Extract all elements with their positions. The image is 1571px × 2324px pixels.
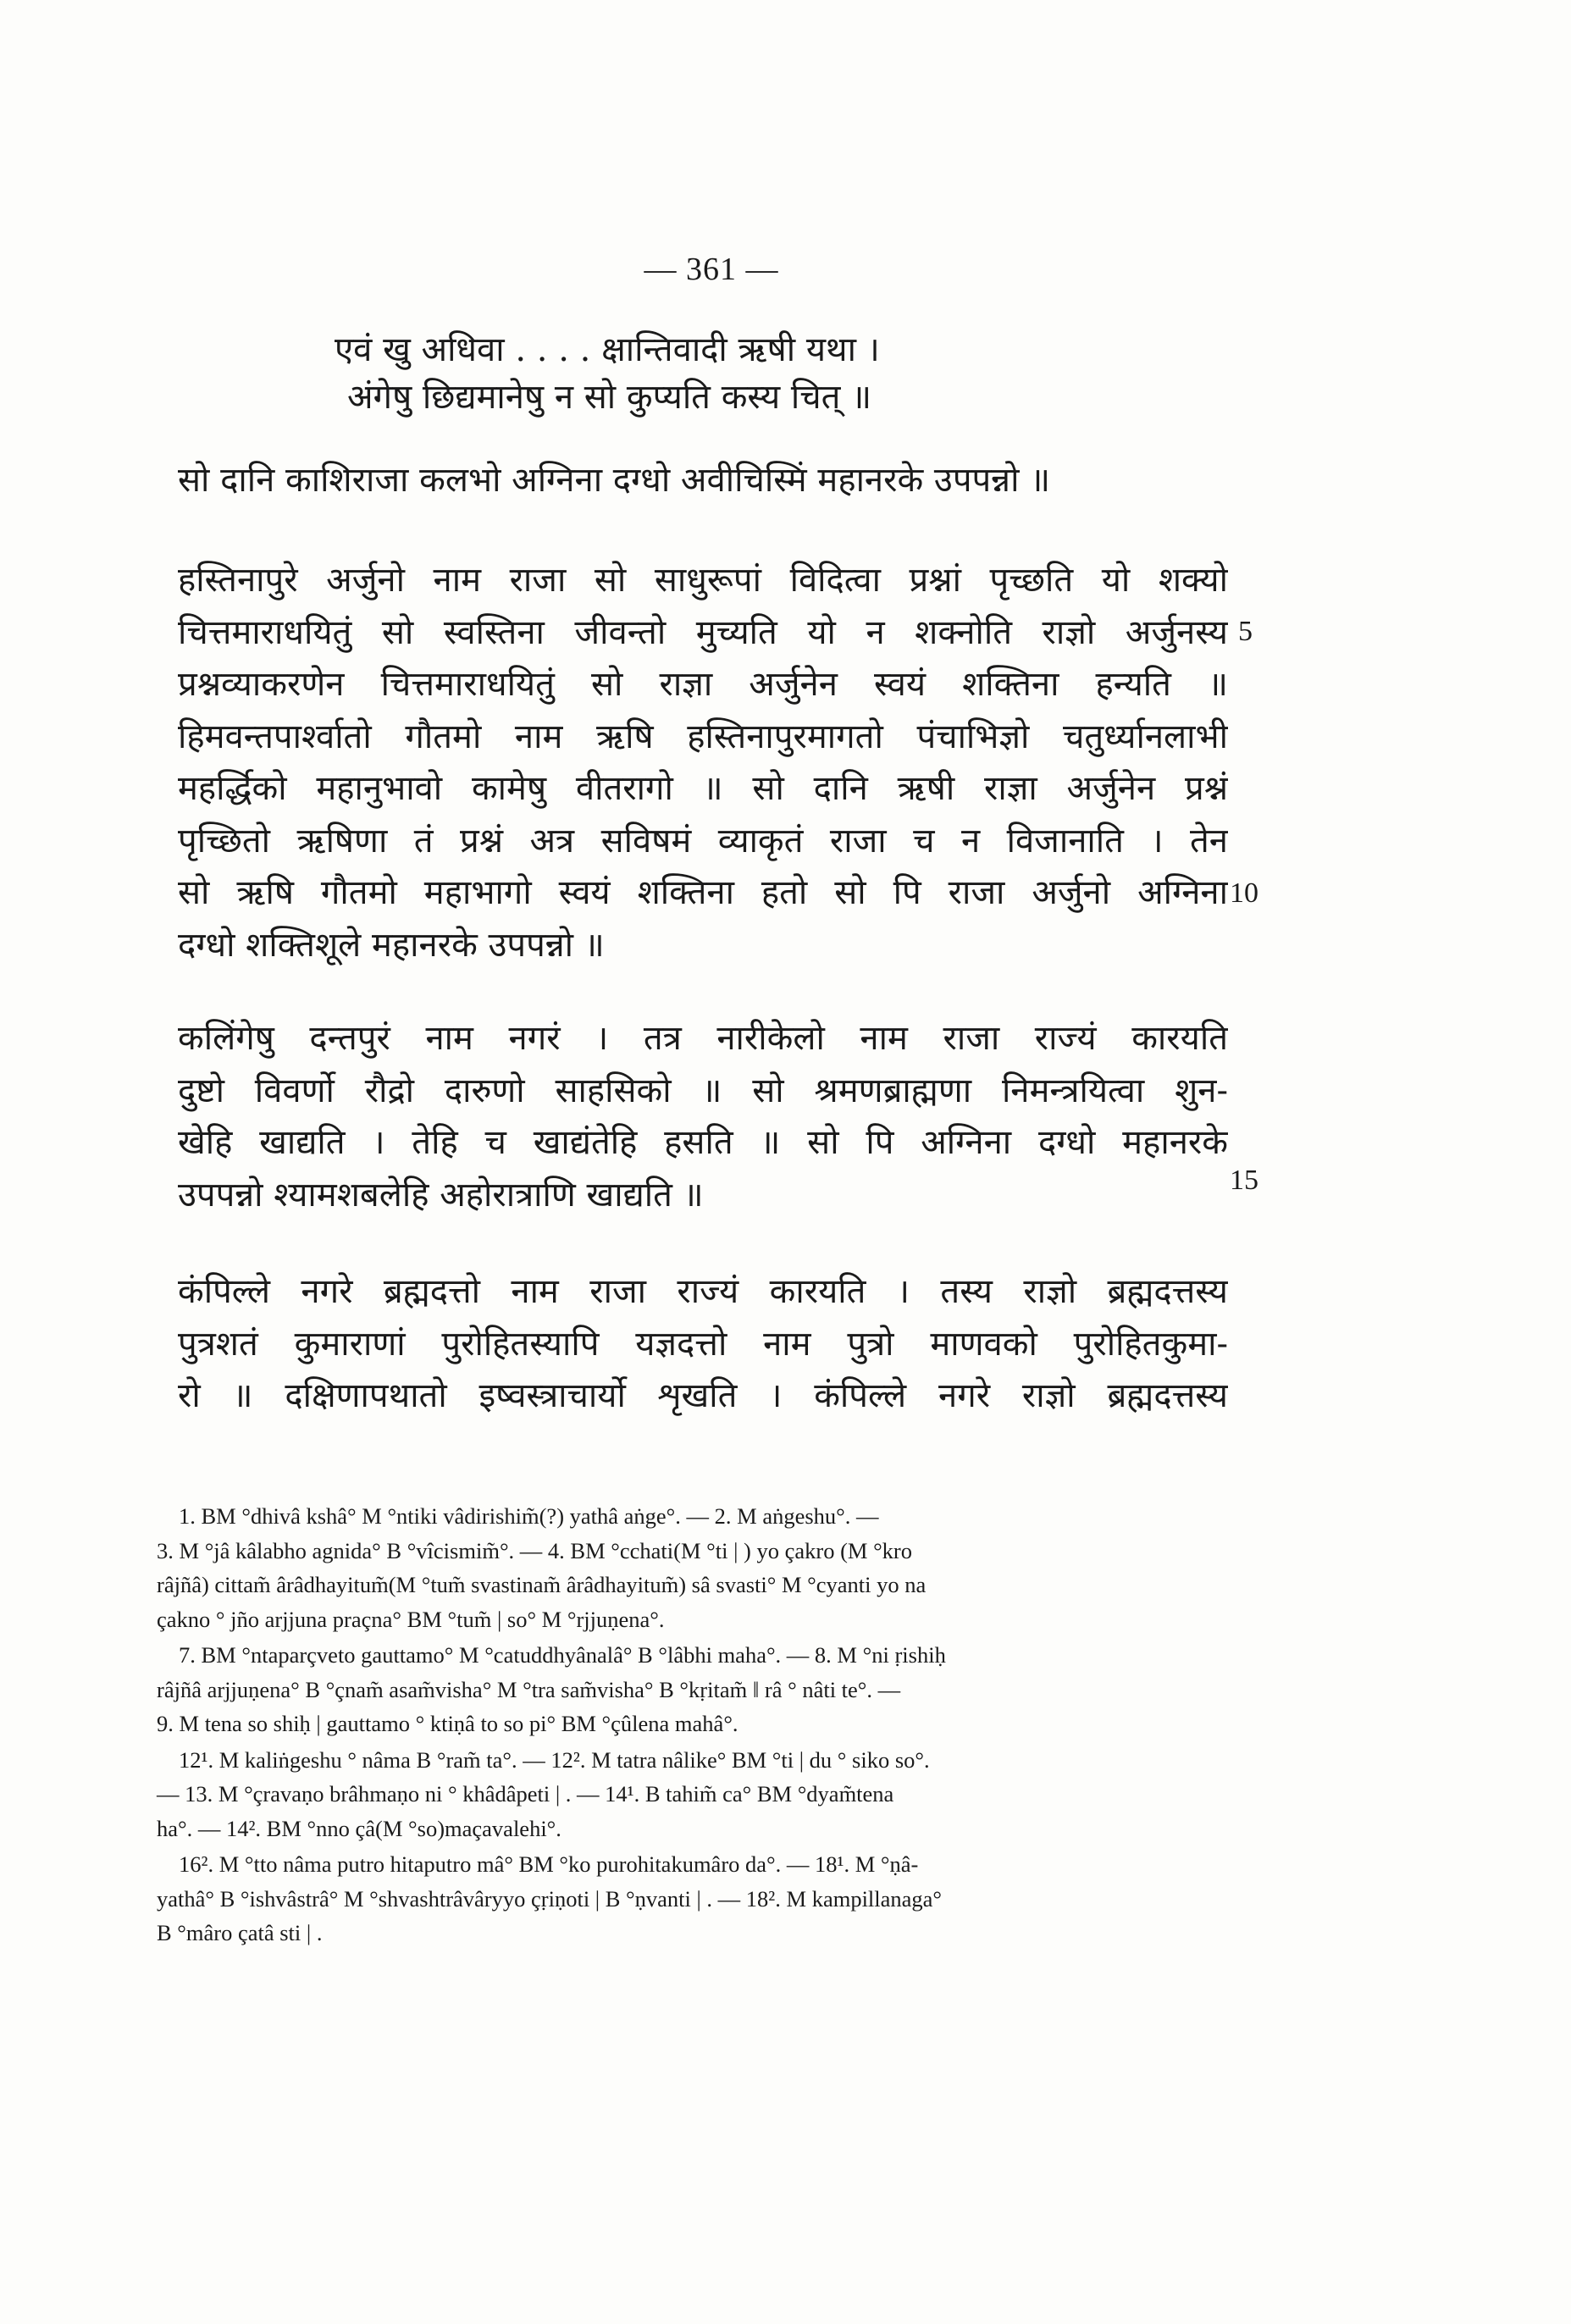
text-line: कलिंगेषु दन्तपुरं नाम नगरं । तत्र नारीकेलो नाम राजा राज्यं कारयति [178, 1019, 1228, 1058]
text-line: दुष्टो विवर्णो रौद्रो दारुणो साहसिको ॥ सो श्रमणब्राह्मणा निमन्त्रयित्वा शुन- [178, 1071, 1228, 1110]
text-line: पुत्रशतं कुमाराणां पुरोहितस्यापि यज्ञदत्तो नाम पुत्रो माणवको पुरोहितकुमा- [178, 1324, 1228, 1364]
text-line: खेहि खाद्यति । तेहि च खाद्यंतेहि हसति ॥ सो पि अग्निना दग्धो महानरके [178, 1123, 1228, 1162]
footnote-block [157, 1499, 1232, 1636]
footnote-block [157, 1638, 1232, 1741]
paragraph-arjuna [178, 555, 1228, 971]
margin-line-number-10: 10 [1230, 877, 1258, 909]
verse-line-2: अंगेषु छिद्यमानेषु न सो कुप्यति कस्य चित् ॥ [347, 378, 872, 417]
text-line: प्रश्नव्याकरणेन चित्तमाराधयितुं सो राज्ञा अर्जुनेन स्वयं शक्तिना हन्यति ॥ [178, 665, 1228, 704]
paragraph-kashi-raja [178, 455, 1228, 507]
footnote-line: 12¹. M kaliṅgeshu ° nâma B °ram̃ ta°. — 12². M tatra nâlike° BM °ti | du ° siko so°. [179, 1746, 930, 1773]
footnote-block [157, 1743, 1232, 1846]
footnote-line: — 13. M °çravaṇo brâhmaṇo ni ° khâdâpeti | . — 14¹. B tahim̃ ca° BM °dyam̃tena [157, 1781, 894, 1807]
text-line: सो दानि काशिराजा कलभो अग्निना दग्धो अवीचिस्मिं महानरके उपपन्नो ॥ [178, 461, 1051, 500]
verse-line-1: एवं खु अधिवा . . . . क्षान्तिवादी ऋषी यथा । [335, 330, 880, 369]
footnote-line: 1. BM °dhivâ kshâ° M °ntiki vâdirishim̃(?) yathâ aṅge°. — 2. M aṅgeshu°. — [179, 1503, 879, 1529]
text-line: कंपिल्ले नगरे ब्रह्मदत्तो नाम राजा राज्यं कारयति । तस्य राज्ञो ब्रह्मदत्तस्य [178, 1272, 1228, 1311]
paragraph-kalinga [178, 1013, 1228, 1221]
text-line: हिमवन्तपार्श्वातो गौतमो नाम ऋषि हस्तिनापुरमागतो पंचाभिज्ञो चतुर्ध्यानलाभी [178, 717, 1228, 756]
footnote-line: 9. M tena so shiḥ | gauttamo ° ktiṇâ to so pi° BM °çûlena mahâ°. [157, 1711, 738, 1736]
paragraph-kampilla [178, 1266, 1228, 1423]
text-line: चित्तमाराधयितुं सो स्वस्तिना जीवन्तो मुच्यति यो न शक्नोति राज्ञो अर्जुनस्य [178, 612, 1228, 652]
text-line: महर्द्धिको महानुभावो कामेषु वीतरागो ॥ सो दानि ऋषी राज्ञा अर्जुनेन प्रश्नं [178, 769, 1228, 808]
footnote-line: yathâ° B °ishvâstrâ° M °shvashtrâvâryyo çṛiṇoti | B °ṇvanti | . — 18². M kampillanaga° [157, 1885, 943, 1912]
footnote-block [157, 1847, 1232, 1951]
footnotes [157, 1499, 1232, 1952]
text-line: दग्धो शक्तिशूले महानरके उपपन्नो ॥ [178, 925, 605, 965]
text-line: सो ऋषि गौतमो महाभागो स्वयं शक्तिना हतो सो पि राजा अर्जुनो अग्निना [178, 873, 1228, 912]
footnote-line: 16². M °tto nâma putro hitaputro mâ° BM °ko purohitakumâro da°. — 18¹. M °ṇâ- [179, 1851, 919, 1877]
footnote-line: ha°. — 14². BM °nno çâ(M °so)maçavalehi°. [157, 1815, 561, 1841]
footnote-line: râjñâ arjjuṇena° B °çnam̃ asam̃visha° M °tra sam̃visha° B °kṛitam̃ ‖ râ ° nâti te°. — [157, 1676, 901, 1702]
margin-line-number-15: 15 [1230, 1165, 1258, 1196]
text-line: उपपन्नो श्यामशबलेहि अहोरात्राणि खाद्यति ॥ [178, 1175, 704, 1215]
footnote-line: çakno ° jño arjjuna praçna° BM °tum̃ | so° M °rjjuṇena°. [157, 1606, 665, 1632]
margin-line-number-5: 5 [1238, 616, 1253, 647]
footnote-line: râjñâ) cittam̃ ârâdhayitum̃(M °tum̃ svastinam̃ ârâdhayitum̃) sâ svasti° M °cyanti yo na [157, 1572, 927, 1597]
text-line: पृच्छितो ऋषिणा तं प्रश्नं अत्र सविषमं व्याकृतं राजा च न विजानाति । तेन [178, 821, 1228, 860]
text-line: रो ॥ दक्षिणापथातो इष्वस्त्राचार्यो शृखति । कंपिल्ले नगरे राज्ञो ब्रह्मदत्तस्य [178, 1376, 1228, 1415]
page-number: — 361 — [644, 252, 779, 287]
text-line: हस्तिनापुरे अर्जुनो नाम राजा सो साधुरूपां विदित्वा प्रश्नां पृच्छति यो शक्यो [178, 561, 1228, 600]
footnote-line: 3. M °jâ kâlabho agnida° B °vîcismim̃°. — 4. BM °cchati(M °ti | ) yo çakro (M °kro [157, 1537, 913, 1563]
footnote-line: B °mâro çatâ sti | . [157, 1920, 323, 1945]
footnote-line: 7. BM °ntaparçveto gauttamo° M °catuddhyânalâ° B °lâbhi maha°. — 8. M °ni ṛishiḥ [179, 1642, 946, 1668]
